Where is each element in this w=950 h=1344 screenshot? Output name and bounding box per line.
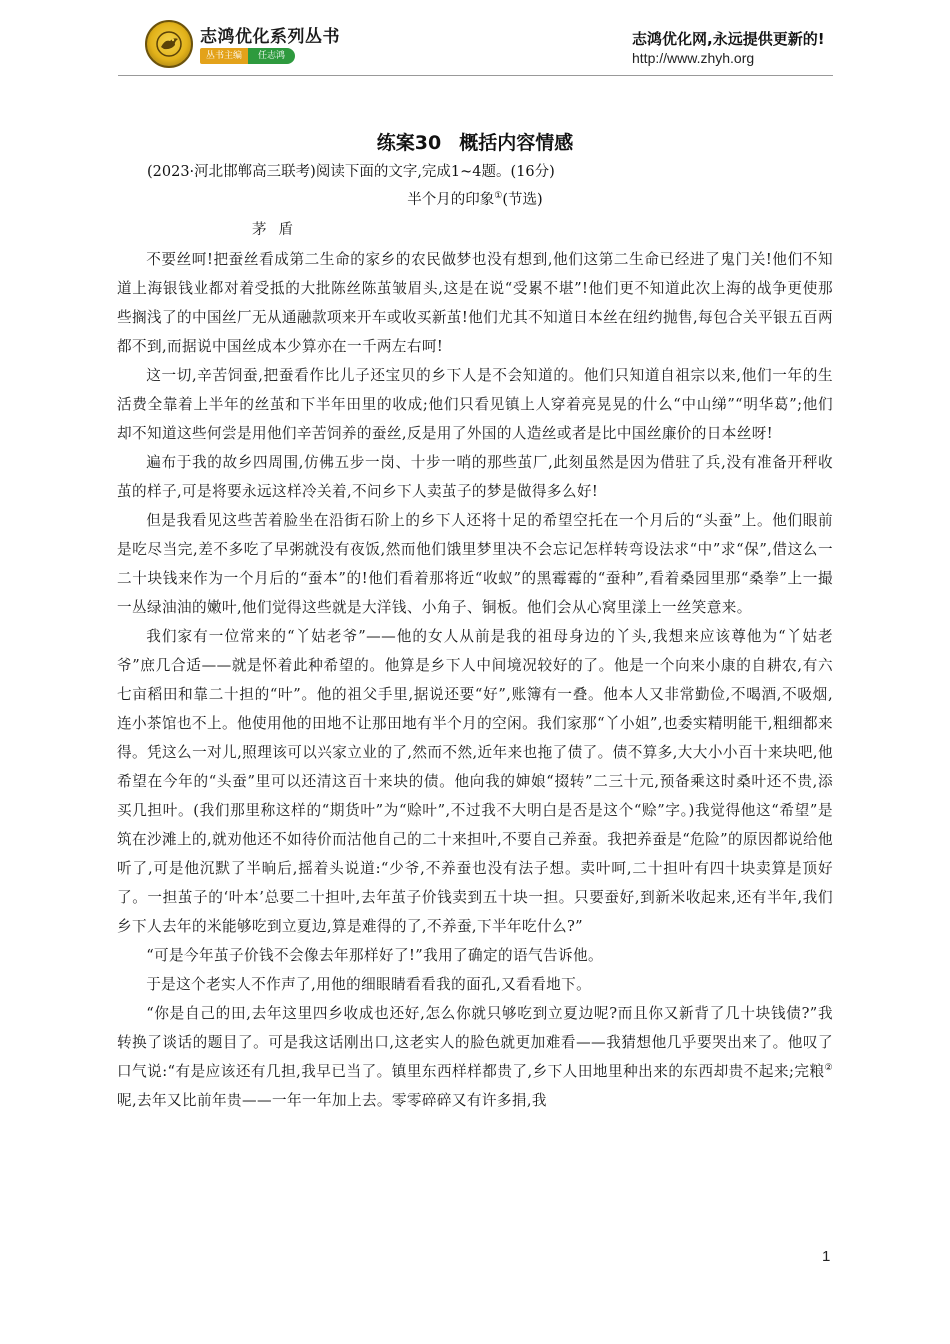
editor-name: 任志鸿 bbox=[248, 48, 295, 64]
page-number: 1 bbox=[822, 1248, 831, 1265]
article-author: 茅盾 bbox=[252, 222, 305, 238]
footnote-marker: ② bbox=[824, 1063, 833, 1074]
header-divider bbox=[118, 75, 833, 76]
paragraph: 于是这个老实人不作声了,用他的细眼睛看看我的面孔,又看看地下。 bbox=[146, 976, 592, 993]
logo-emblem-icon bbox=[145, 20, 193, 68]
editor-label: 丛书主编 bbox=[200, 48, 248, 64]
exercise-number: 练案30 bbox=[376, 132, 442, 154]
article-title bbox=[0, 188, 950, 209]
exercise-topic: 概括内容情感 bbox=[459, 132, 574, 154]
paragraph-part: 呢,去年又比前年贵——一年一年加上去。零零碎碎又有许多捐,我 bbox=[117, 1092, 547, 1109]
footnote-marker: ① bbox=[494, 191, 503, 202]
paragraph bbox=[117, 999, 833, 1115]
site-url[interactable]: http://www.zhyh.org bbox=[632, 50, 755, 66]
paragraph: 不要丝呵!把蚕丝看成第二生命的家乡的农民做梦也没有想到,他们这第二生命已经进了鬼门关!他们不知道上海银钱业都对着受抵的大批陈丝陈茧皱眉头,这是在说“受累不堪”!他们更不知道此次上海的战争更使那些搁浅了的中国丝厂无从通融款项来开车或收买新茧!他们尤其不知道日本丝在纽约抛售,每包合关平银五百两都不到,而据说中国丝成本少算亦在一千两左右呵! bbox=[117, 251, 834, 355]
paragraph: “可是今年茧子价钱不会像去年那样好了!”我用了确定的语气告诉他。 bbox=[146, 947, 603, 964]
paragraph: 但是我看见这些苦着脸坐在沿街石阶上的乡下人还将十足的希望空托在一个月后的“头蚕”上。他们眼前是吃尽当完,差不多吃了早粥就没有夜饭,然而他们饿里梦里决不会忘记怎样转弯设法求“中”求“保”,借这么一二十块钱来作为一个月后的“蚕本”的!他们看着那将近“收蚁”的黑霉霉的“蚕种”,看着桑园里那“桑拳”上一撮一丛绿油油的嫩叶,他们觉得这些就是大洋钱、小角子、铜板。他们会从心窝里漾上一丝笑意来。 bbox=[117, 512, 833, 616]
article-title-suffix: (节选) bbox=[502, 192, 543, 208]
exercise-intro: (2023·河北邯郸高三联考)阅读下面的文字,完成1~4题。(16分) bbox=[147, 164, 555, 180]
site-slogan: 志鸿优化网,永远提供更新的! bbox=[632, 30, 825, 48]
paragraph: 这一切,辛苦饲蚕,把蚕看作比儿子还宝贝的乡下人是不会知道的。他们只知道自祖宗以来,他们一年的生活费全靠着上半年的丝茧和下半年田里的收成;他们只看见镇上人穿着亮晃晃的什么“中山绨”“明华葛”;他们却不知道这些何尝是用他们辛苦饲养的蚕丝,反是用了外国的人造丝或者是比中国丝廉价的日本丝呀! bbox=[117, 367, 833, 442]
paragraph-part: “你是自己的田,去年这里四乡收成也还好,怎么你就只够吃到立夏边呢?而且你又新背了几十块钱债?”我转换了谈话的题目了。可是我这话刚出口,这老实人的脸色就更加难看——我猜想他几乎要哭出来了。他叹了口气说:“有是应该还有几担,我早已当了。镇里东西样样都贵了,乡下人田地里种出来的东西却贵不起来;完粮 bbox=[117, 1005, 833, 1080]
editor-badge bbox=[200, 48, 295, 64]
exercise-title bbox=[0, 128, 950, 155]
article-body bbox=[117, 245, 833, 1115]
series-title: 志鸿优化系列丛书 bbox=[200, 27, 340, 47]
paragraph: 遍布于我的故乡四周围,仿佛五步一岗、十步一哨的那些茧厂,此刻虽然是因为借驻了兵,没有准备开秤收茧的样子,可是将要永远这样冷关着,不问乡下人卖茧子的梦是做得多么好! bbox=[117, 454, 833, 500]
paragraph: 我们家有一位常来的“丫姑老爷”——他的女人从前是我的祖母身边的丫头,我想来应该尊他为“丫姑老爷”庶几合适——就是怀着此种希望的。他算是乡下人中间境况较好的了。他是一个向来小康的自耕农,有六七亩稻田和靠二十担的“叶”。他的祖父手里,据说还要“好”,账簿有一叠。他本人又非常勤俭,不喝酒,不吸烟,连小茶馆也不上。他使用他的田地不让那田地有半个月的空闲。我们家那“丫小姐”,也委实精明能干,粗细都来得。凭这么一对儿,照理该可以兴家立业的了,然而不然,近年来也拖了债了。债不算多,大大小小百十来块吧,他希望在今年的“头蚕”里可以还清这百十来块的债。他向我的婶娘“掇转”二三十元,预备乘这时桑叶还不贵,添买几担叶。(我们那里称这样的“期货叶”为“赊叶”,不过我不大明白是否是这个“赊”字。)我觉得他这“希望”是筑在沙滩上的,就劝他还不如待价而沽他自己的二十来担叶,不要自己养蚕。我把养蚕是“危险”的原因都说给他听了,可是他沉默了半晌后,摇着头说道:“少爷,不养蚕也没有法子想。卖叶呵,二十担叶有四十块卖算是顶好了。一担茧子的‘叶本’总要二十担叶,去年茧子价钱卖到五十块一担。只要蚕好,到新米收起来,还有半年,我们乡下人去年的米能够吃到立夏边,算是难得的了,不养蚕,下半年吃什么?” bbox=[117, 628, 833, 935]
article-title-text: 半个月的印象 bbox=[407, 192, 495, 208]
page-header bbox=[0, 0, 950, 110]
